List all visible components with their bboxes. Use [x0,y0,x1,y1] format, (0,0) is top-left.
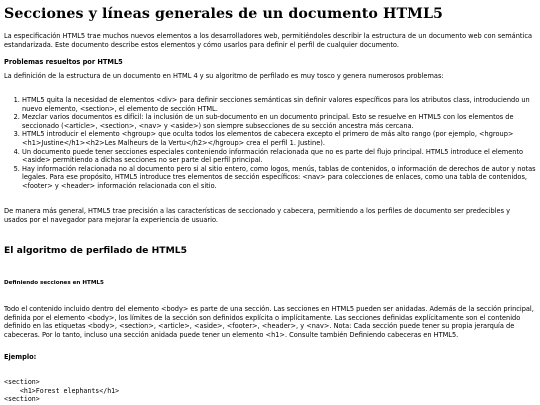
problem-item: 5. Hay información relacionada no al documento pero si al sitio entero, como logos, menús, tablas de contenidos, o información de derechos de autor y notas legales. Para ese propósito, HTML5 introduce tres elementos de sección específicos: <nav> para colecciones de enlaces, como una tabla de contenidos, <footer> y <header> información relacionada con el sitio. [22,165,540,191]
problem-item: 4. Un documento puede tener secciones especiales conteniendo información relacionada que no es parte del flujo principal. HTML5 introduce el elemento <aside> permitiendo a dichas secciones no ser parte del perfil principal. [22,148,540,165]
problems-list [4,96,540,191]
problem-item: 3. HTML5 introducir el elemento <hgroup> que oculta todos los elementos de cabecera excepto el primero de más alto rango (por ejemplo, <hgroup><h1>Justine</h1><h2>Les Malheurs de la Vertu</h2></hgroup> crea el perfil 1. Justine). [22,130,540,147]
problems-intro-paragraph: La definición de la estructura de un documento en HTML 4 y su algoritmo de perfilado es muy tosco y genera numerosos problemas: [4,72,444,80]
algorithm-heading: El algoritmo de perfilado de HTML5 [4,245,187,256]
defining-sections-paragraph: Todo el contenido incluido dentro del elemento <body> es parte de una sección. Las secciones en HTML5 pueden ser anidadas. Además de la sección principal, definida por el elemento <body>, los límites de la sección son definidos explícita o implícitamente. Las secciones definidas explícitamente son el contenido definido en las etiquetas <body>, <section>, <article>, <aside>, <footer>, <header>, y <nav>. Nota: Cada sección puede tener su propia jerarquía de cabeceras. Por lo tanto, incluso una sección anidada puede tener un elemento <h1>. Consulte también Definiendo cabeceras en HTML5. [4,305,534,339]
summary-paragraph: De manera más general, HTML5 trae precisión a las características de seccionado y cabecera, permitiendo a los perfiles de documento ser predecibles y usados por el navegador para mejorar la experiencia de usuario. [4,207,510,224]
code-line: <section> [4,395,40,404]
problem-item: 1. HTML5 quita la necesidad de elementos <div> para definir secciones semánticas sin definir valores específicos para los atributos class, introduciendo un nuevo elemento, <section>, el elemento de sección HTML. [22,96,540,113]
code-line: <section> [4,378,40,386]
defining-sections-heading: Definiendo secciones en HTML5 [4,280,104,286]
page-title: Secciones y líneas generales de un documento HTML5 [4,6,444,22]
example-label: Ejemplo: [4,353,37,361]
code-line: <h1>Forest elephants</h1> [4,386,120,395]
problem-item: 2. Mezclar varios documentos es difícil: la inclusión de un sub-documento en un documento principal. Esto se resuelve en HTML5 con los elementos de seccionado (<article>, <section>, <nav> y <aside>) son siempre subsecciones de su sección ancestra más cercana. [22,113,540,130]
intro-paragraph: La especificación HTML5 trae muchos nuevos elementos a los desarrolladores web, permitiéndoles describir la estructura de un documento web con semántica estandarizada. Este documento describe estos elementos y cómo usarlos para definir el perfil de cualquier documento. [4,32,532,49]
code-example [4,378,119,404]
problems-heading: Problemas resueltos por HTML5 [4,58,123,66]
